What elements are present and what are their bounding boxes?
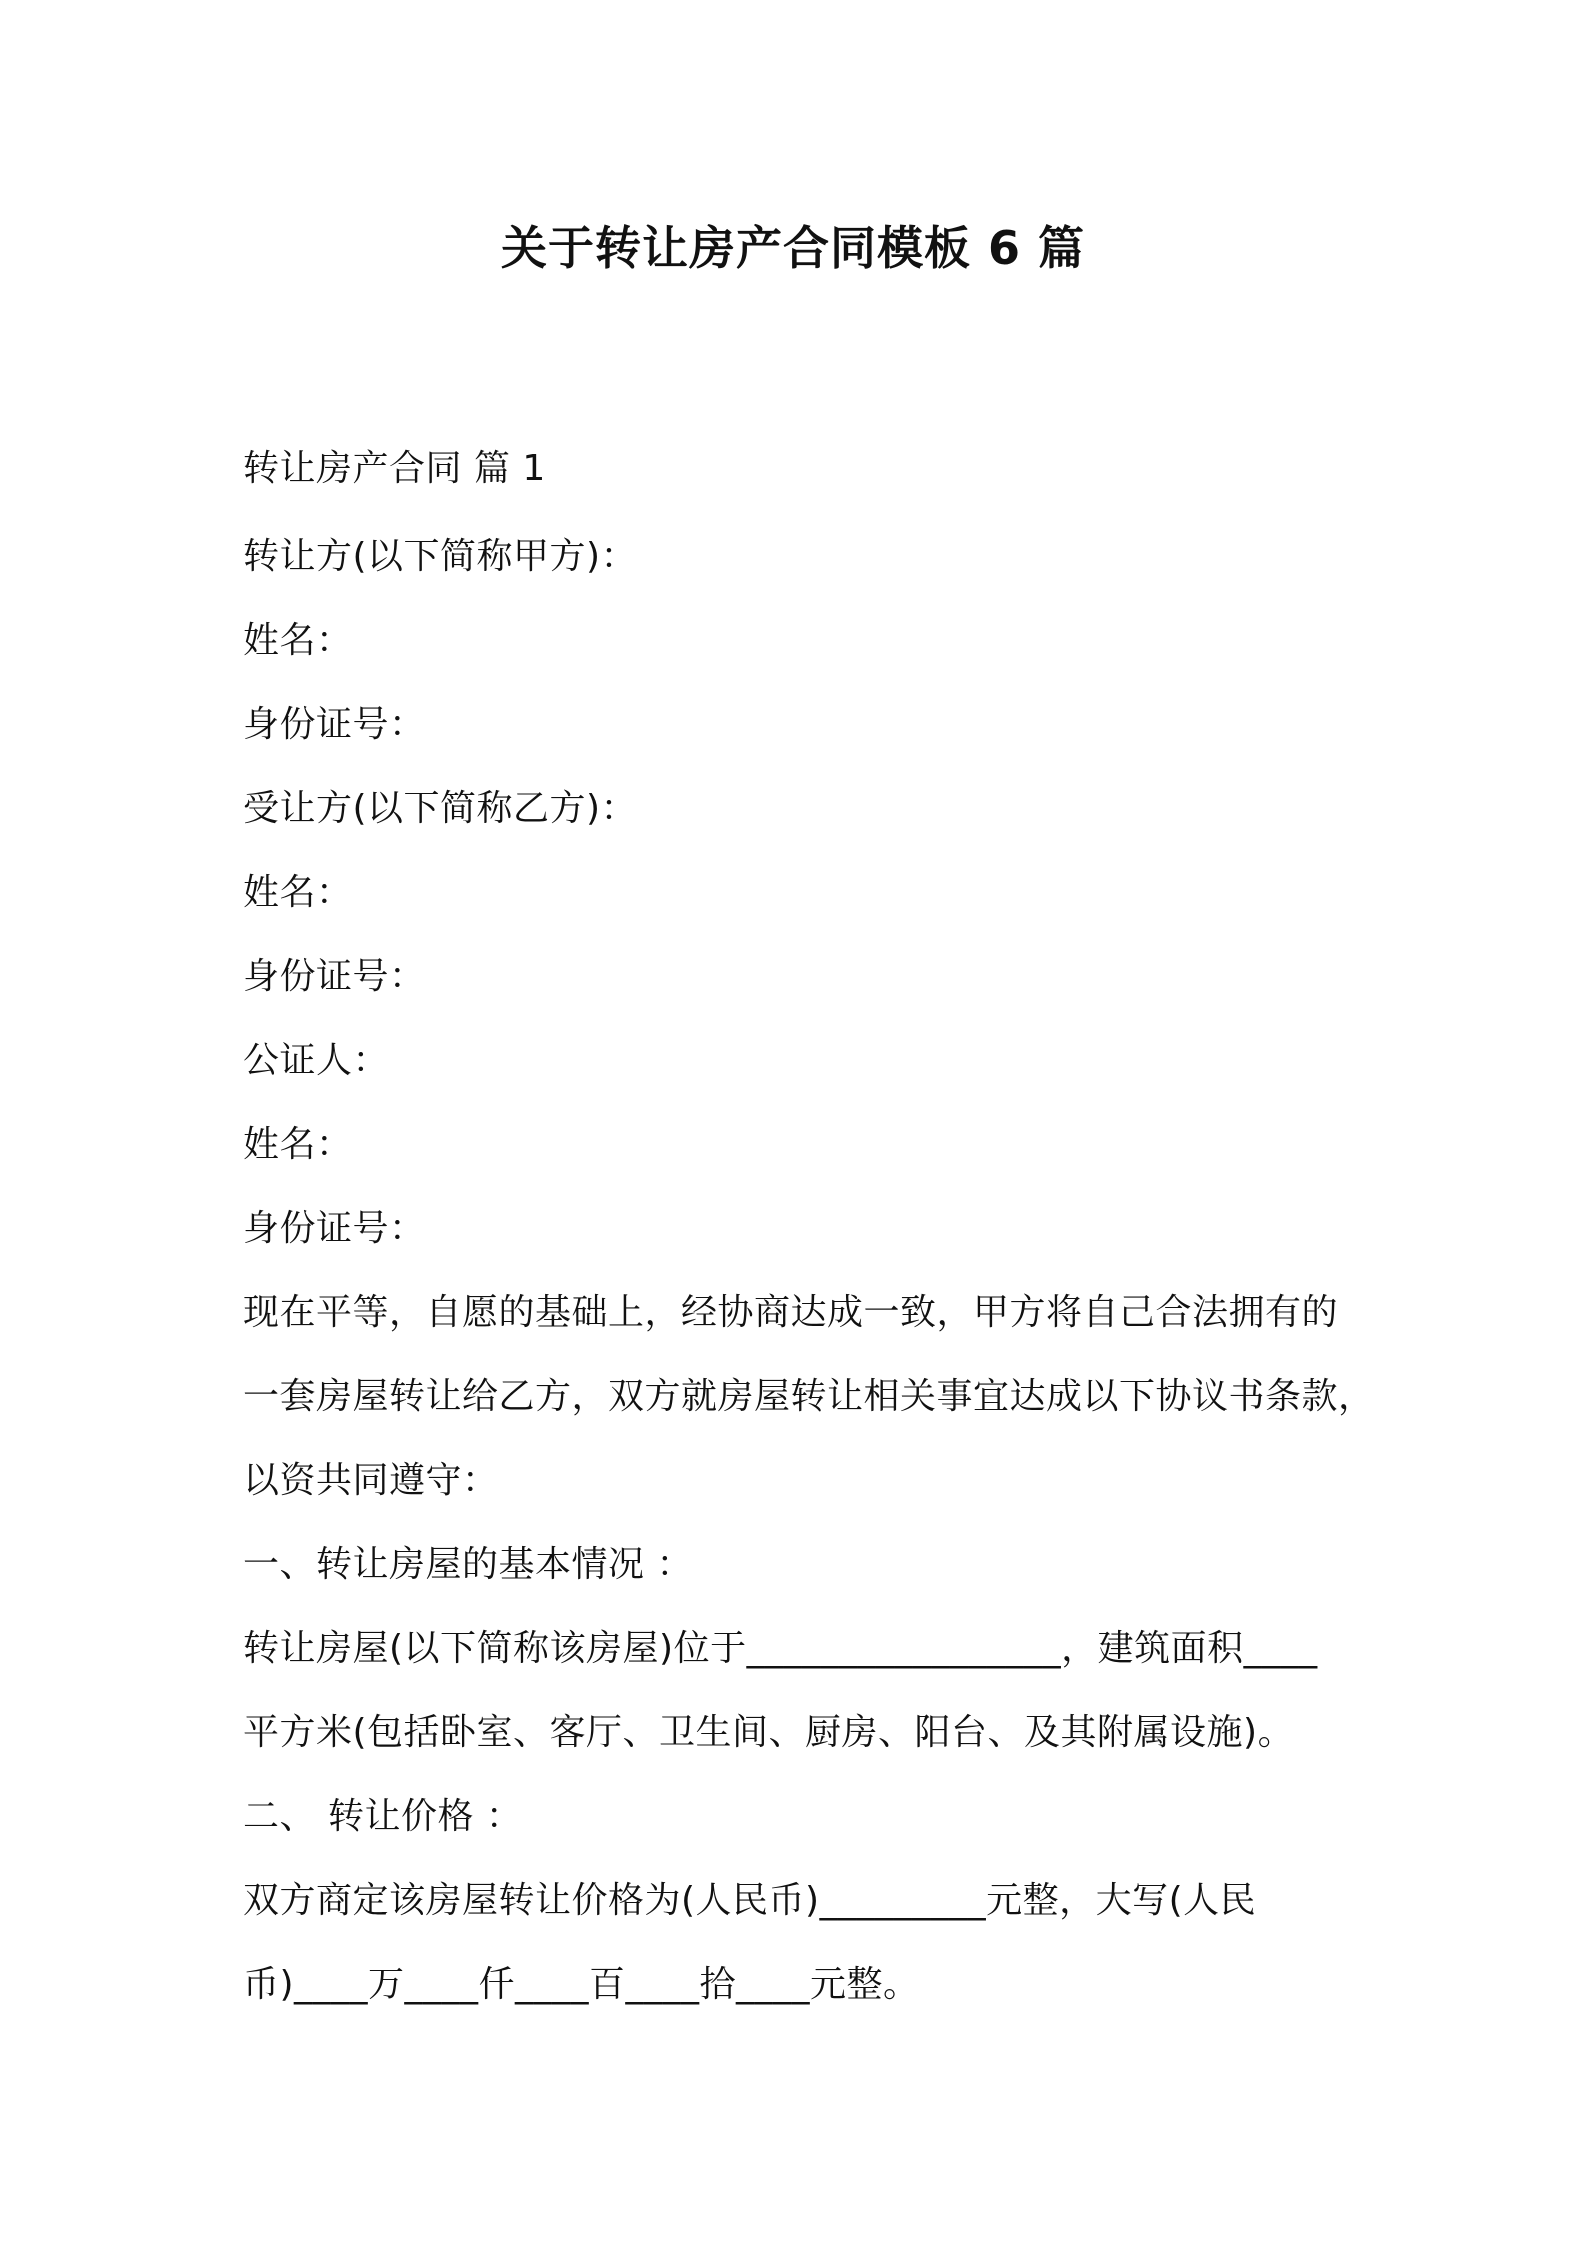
transferor-name-field: 姓名： [243, 620, 353, 661]
preamble-line-1: 现在平等，自愿的基础上，经协商达成一致，甲方将自己合法拥有的 [243, 1292, 1339, 1333]
clause-1-line-2: 平方米(包括卧室、客厅、卫生间、厨房、阳台、及其附属设施)。 [243, 1712, 1295, 1753]
document-body [243, 448, 1383, 2051]
notary-label: 公证人： [243, 1040, 390, 1081]
transferee-id-field: 身份证号： [243, 956, 426, 997]
clause-2-heading: 二、 转让价格 ： [243, 1796, 523, 1837]
preamble-line-3: 以资共同遵守： [243, 1460, 499, 1501]
notary-name-field: 姓名： [243, 1124, 353, 1165]
clause-1-line-1: 转让房屋(以下简称该房屋)位于_________________，建筑面积____ [243, 1628, 1318, 1669]
transferee-name-field: 姓名： [243, 872, 353, 913]
clause-2-line-1: 双方商定该房屋转让价格为(人民币)_________元整，大写(人民 [243, 1880, 1257, 1921]
clause-2-line-2: 币)____万____仟____百____拾____元整。 [243, 1964, 920, 2005]
notary-id-field: 身份证号： [243, 1208, 426, 1249]
preamble-line-2: 一套房屋转让给乙方，双方就房屋转让相关事宜达成以下协议书条款， [243, 1376, 1375, 1417]
transferor-id-field: 身份证号： [243, 704, 426, 745]
section-heading: 转让房产合同 篇 1 [243, 448, 546, 489]
transferor-label: 转让方(以下简称甲方)： [243, 536, 638, 577]
document-title: 关于转让房产合同模板 6 篇 [500, 221, 1086, 275]
clause-1-heading: 一、转让房屋的基本情况 ： [243, 1544, 693, 1585]
transferee-label: 受让方(以下简称乙方)： [243, 788, 638, 829]
